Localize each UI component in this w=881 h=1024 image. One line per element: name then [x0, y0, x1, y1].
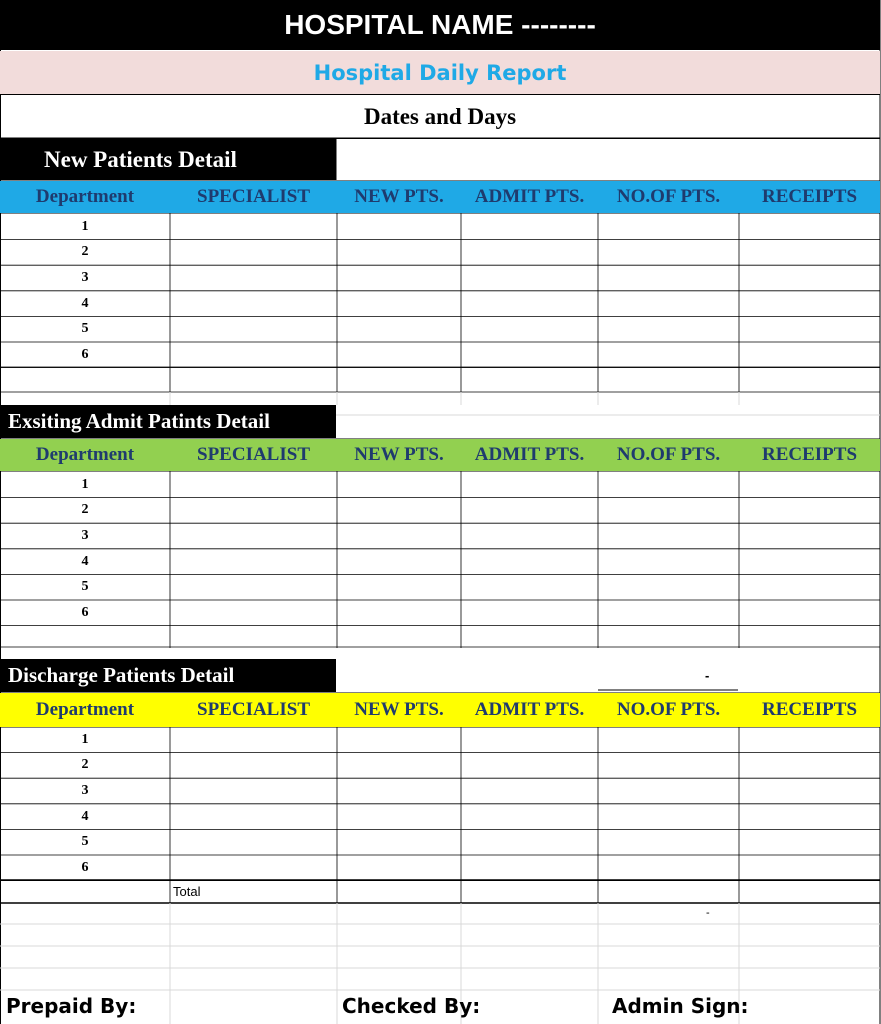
report-title: Hospital Daily Report — [0, 51, 880, 95]
row-number: 4 — [81, 295, 89, 311]
row-number: 3 — [81, 269, 89, 285]
admin-sign-label: Admin Sign: — [612, 994, 749, 1018]
column-header-department: Department — [35, 444, 135, 465]
column-header-no-of-pts: NO.OF PTS. — [616, 186, 721, 207]
column-header-receipts: RECEIPTS — [761, 699, 858, 720]
row-number: 5 — [81, 321, 89, 337]
row-number: 5 — [81, 834, 89, 850]
row-number: 4 — [81, 808, 89, 824]
column-header-admit-pts: ADMIT PTS. — [474, 186, 585, 207]
section-title-admit-patients: Exsiting Admit Patints Detail — [0, 405, 336, 438]
total-label: Total — [173, 884, 201, 899]
row-number: 2 — [81, 502, 89, 518]
column-header-no-of-pts: NO.OF PTS. — [616, 699, 721, 720]
row-number: 6 — [81, 346, 89, 362]
dash-mark: - — [705, 668, 710, 683]
column-header-receipts: RECEIPTS — [761, 444, 858, 465]
column-header-department: Department — [35, 699, 135, 720]
column-header-specialist: SPECIALIST — [197, 699, 310, 720]
row-number: 2 — [81, 244, 89, 260]
row-number: 1 — [81, 218, 89, 234]
column-header-admit-pts: ADMIT PTS. — [474, 444, 585, 465]
column-header-admit-pts: ADMIT PTS. — [474, 699, 585, 720]
column-header-specialist: SPECIALIST — [197, 186, 310, 207]
row-number: 4 — [81, 553, 89, 569]
row-number: 2 — [81, 757, 89, 773]
column-header-receipts: RECEIPTS — [761, 186, 858, 207]
section-title-discharge-patients: Discharge Patients Detail — [0, 659, 336, 692]
column-header-new-pts: NEW PTS. — [354, 699, 444, 720]
row-number: 5 — [81, 579, 89, 595]
hospital-name-heading: HOSPITAL NAME -------- — [0, 0, 880, 50]
column-header-new-pts: NEW PTS. — [354, 444, 444, 465]
row-number: 6 — [81, 859, 89, 875]
dates-and-days: Dates and Days — [0, 96, 880, 139]
prepaid-by-label: Prepaid By: — [6, 994, 137, 1018]
dash-mark: - — [706, 907, 710, 919]
column-header-department: Department — [35, 186, 135, 207]
row-number: 1 — [81, 731, 89, 747]
checked-by-label: Checked By: — [342, 994, 481, 1018]
row-number: 3 — [81, 782, 89, 798]
column-header-specialist: SPECIALIST — [197, 444, 310, 465]
column-header-new-pts: NEW PTS. — [354, 186, 444, 207]
row-number: 3 — [81, 527, 89, 543]
row-number: 6 — [81, 604, 89, 620]
row-number: 1 — [81, 476, 89, 492]
column-header-no-of-pts: NO.OF PTS. — [616, 444, 721, 465]
section-title-new-patients: New Patients Detail — [0, 139, 336, 180]
